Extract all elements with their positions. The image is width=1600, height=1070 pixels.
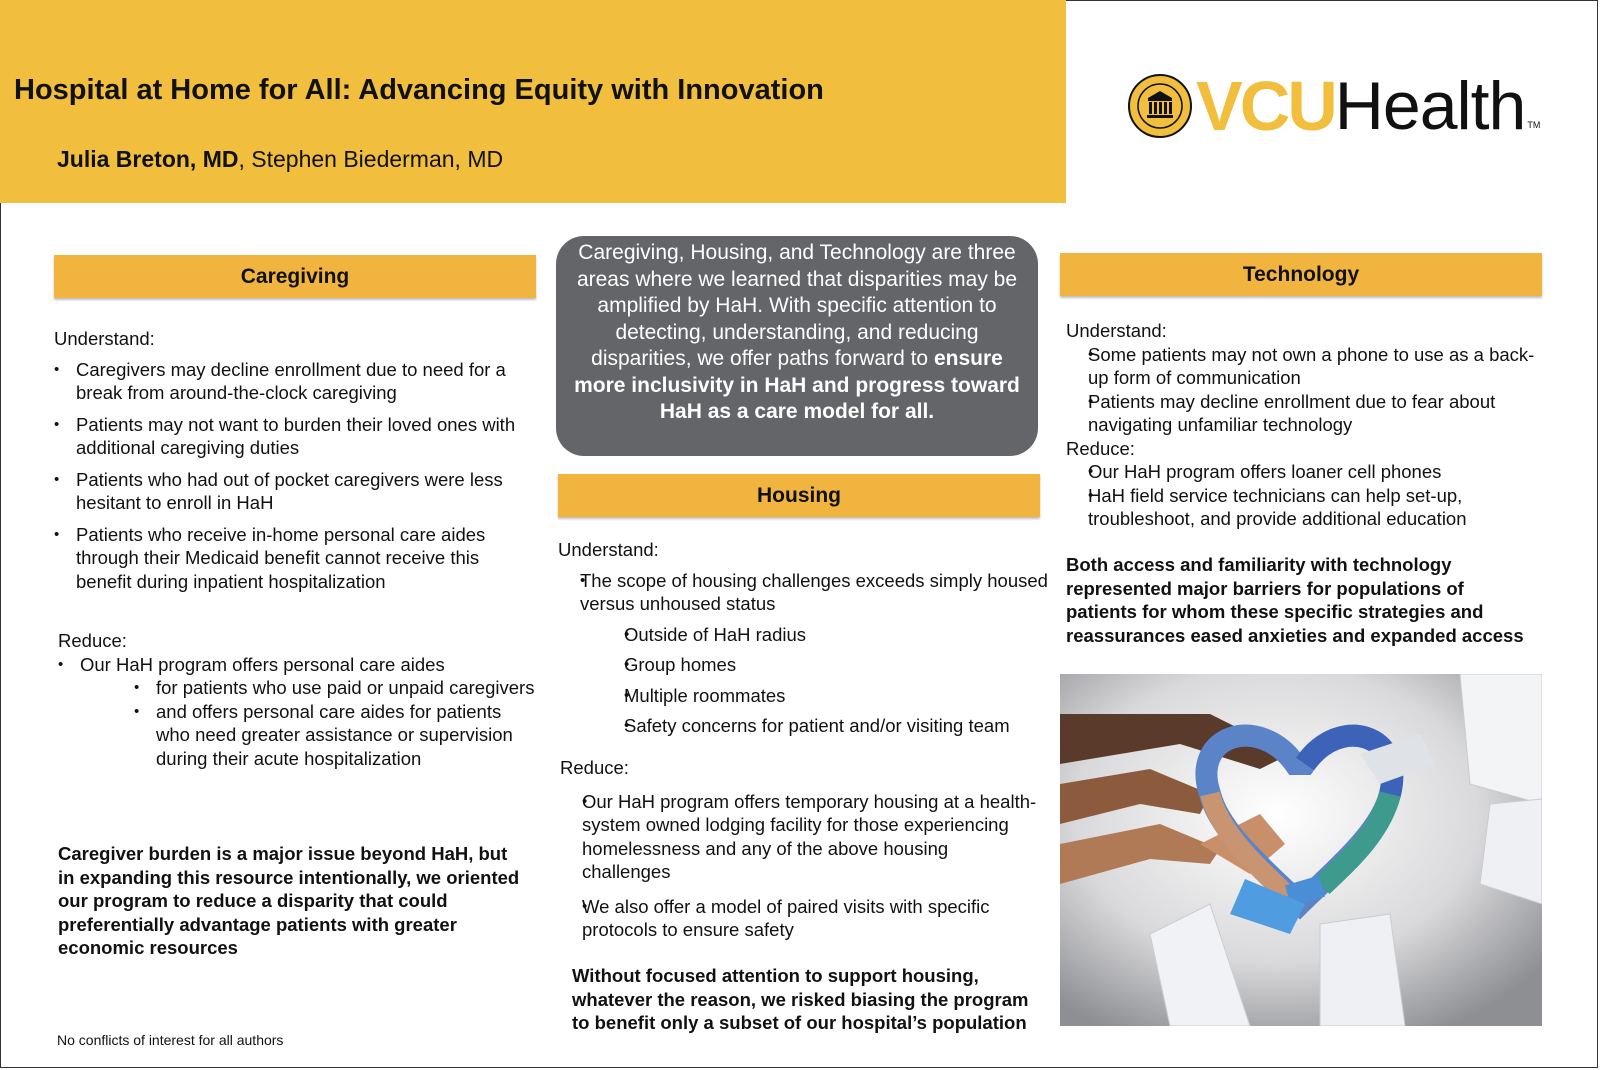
caregiving-banner <box>54 255 536 298</box>
housing-understand-section <box>558 538 1048 738</box>
technology-banner <box>1060 253 1542 296</box>
list-item: • Some patients may not own a phone to use as a back-up form of communication <box>1066 343 1542 390</box>
disclosure-footer: No conflicts of interest for all authors <box>57 1032 284 1048</box>
co-authors: , Stephen Biederman, MD <box>238 146 504 172</box>
vcu-health-logo <box>1128 66 1540 146</box>
technology-reduce-list <box>1066 460 1542 531</box>
list-item: • Outside of HaH radius <box>602 623 1048 647</box>
housing-reduce-section <box>560 756 1040 942</box>
caregiving-reduce-label: Reduce: <box>58 630 127 651</box>
hands-heart-illustration <box>1060 674 1542 1026</box>
university-seal-icon <box>1128 74 1192 138</box>
technology-conclusion: Both access and familiarity with technology represented major barriers for populations of patients for whom these specific strategies and reassurances eased anxieties and expanded access <box>1066 554 1524 646</box>
caregiving-heading: Caregiving <box>240 264 350 288</box>
list-item: • Patients may not want to burden their loved ones with additional caregiving duties <box>54 413 536 460</box>
poster-title: Hospital at Home for All: Advancing Equity with Innovation <box>14 74 824 106</box>
callout-emphasis: ensure more inclusivity in HaH and progress toward HaH as a care model for all. <box>574 347 1020 423</box>
caregiving-understand-section <box>54 327 536 601</box>
caregiving-reduce-list <box>58 653 536 677</box>
housing-reduce-list <box>560 790 1040 942</box>
housing-heading: Housing <box>757 483 841 507</box>
list-item: • and offers personal care aides for patients who need greater assistance or supervision during their acute hospitalization <box>134 700 536 771</box>
caregiving-understand-list <box>54 358 536 594</box>
caregiving-reduce-sublist <box>134 676 536 770</box>
list-item: • Our HaH program offers loaner cell phones <box>1066 460 1542 484</box>
housing-understand-label: Understand: <box>558 539 659 560</box>
housing-understand-list <box>558 569 1048 616</box>
list-item: • Our HaH program offers temporary housing at a health-system owned lodging facility for those experiencing homelessness and any of the above housing challenges <box>560 790 1040 884</box>
caregiving-conclusion: Caregiver burden is a major issue beyond HaH, but in expanding this resource intentionally, we oriented our program to reduce a disparity that could preferentially advantage patients with greater economic resources <box>58 843 520 958</box>
list-item: • The scope of housing challenges exceeds simply housed versus unhoused status <box>558 569 1048 616</box>
lead-author: Julia Breton, MD <box>57 146 239 172</box>
technology-understand-list <box>1066 343 1542 437</box>
callout-text: Caregiving, Housing, and Technology are three areas where we learned that disparities may be amplified by HaH. With specific attention to detecting, understanding, and reducing disparities, we offer paths forward to <box>576 241 1018 370</box>
summary-callout <box>556 236 1038 456</box>
logo-vcu: VCU <box>1196 67 1335 145</box>
list-item: • Multiple roommates <box>602 684 1048 708</box>
list-item <box>58 653 536 677</box>
list-item: • for patients who use paid or unpaid caregivers <box>134 676 536 700</box>
list-item: • Patients who receive in-home personal care aides through their Medicaid benefit cannot receive this benefit during inpatient hospitalization <box>54 523 536 594</box>
caregiving-reduce-main: Our HaH program offers personal care aides <box>80 653 445 675</box>
technology-heading: Technology <box>1242 262 1360 286</box>
housing-reduce-label: Reduce: <box>560 757 629 778</box>
list-item: • HaH field service technicians can help set-up, troubleshoot, and provide additional education <box>1066 484 1542 531</box>
housing-banner <box>558 474 1040 517</box>
list-item: • Safety concerns for patient and/or visiting team <box>602 714 1048 738</box>
author-list <box>57 146 503 173</box>
list-item: • Patients who had out of pocket caregivers were less hesitant to enroll in HaH <box>54 468 536 515</box>
logo-health: Health <box>1334 68 1526 144</box>
housing-understand-sublist <box>602 623 1048 738</box>
list-item: • Group homes <box>602 653 1048 677</box>
technology-section <box>1066 319 1542 531</box>
technology-reduce-label: Reduce: <box>1066 437 1135 459</box>
logo-trademark: TM <box>1527 120 1541 130</box>
hands-heart-photo <box>1060 674 1542 1026</box>
housing-conclusion: Without focused attention to support housing, whatever the reason, we risked biasing the program to benefit only a subset of our hospital’s population <box>572 965 1029 1033</box>
list-item: • We also offer a model of paired visits with specific protocols to ensure safety <box>560 895 1040 942</box>
list-item: • Patients may decline enrollment due to fear about navigating unfamiliar technology <box>1066 390 1542 437</box>
technology-understand-label: Understand: <box>1066 320 1167 341</box>
caregiving-reduce-section <box>58 629 536 770</box>
poster-header <box>0 0 1066 203</box>
caregiving-understand-label: Understand: <box>54 328 155 349</box>
list-item: • Caregivers may decline enrollment due to need for a break from around-the-clock caregiving <box>54 358 536 405</box>
